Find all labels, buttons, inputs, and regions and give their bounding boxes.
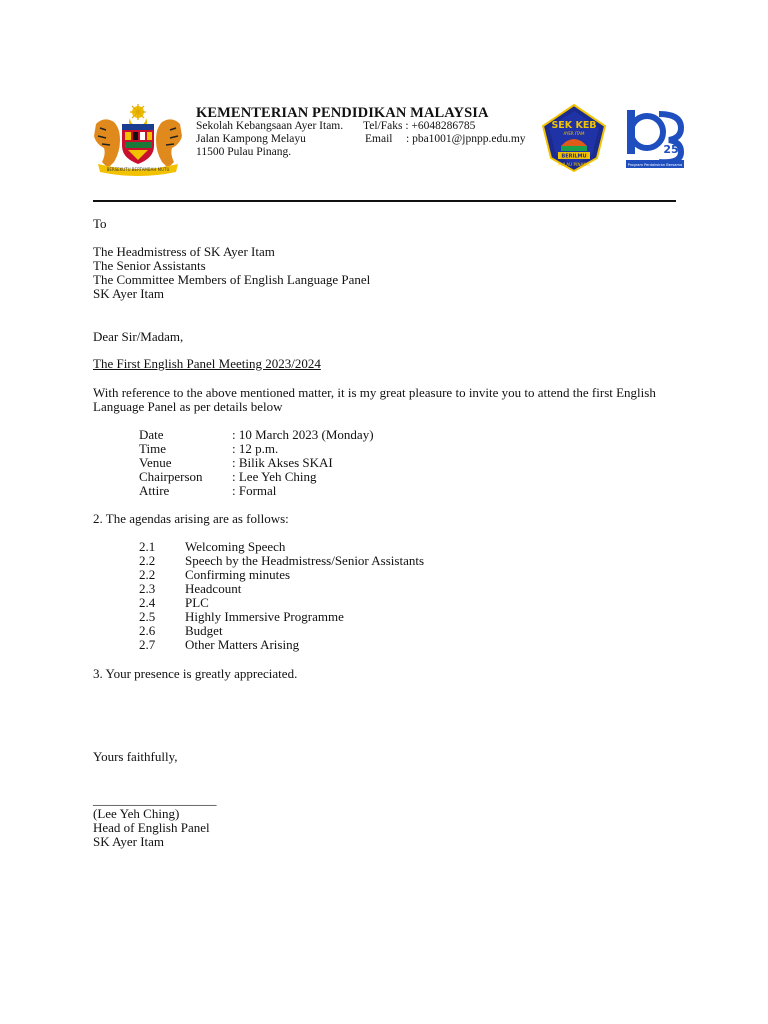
detail-label: Venue bbox=[139, 455, 172, 470]
salutation: Dear Sir/Madam, bbox=[93, 329, 184, 344]
detail-label: Chairperson bbox=[139, 469, 203, 484]
to-label: To bbox=[93, 216, 107, 231]
tel-fax: Tel/Faks : +6048286785 bbox=[363, 120, 476, 132]
intro-paragraph-line: With reference to the above mentioned matter, it is my great pleasure to invite you to attend the first English bbox=[93, 385, 656, 400]
email-label: Email bbox=[365, 133, 393, 145]
letter-subject: The First English Panel Meeting 2023/2024 bbox=[93, 356, 321, 371]
signer-organization: SK Ayer Itam bbox=[93, 834, 165, 849]
agenda-number: 2.1 bbox=[139, 539, 156, 554]
detail-label: Attire bbox=[139, 483, 170, 498]
agenda-number: 2.4 bbox=[139, 595, 156, 610]
agenda-intro: 2. The agendas arising are as follows: bbox=[93, 511, 289, 526]
detail-value: : 10 March 2023 (Monday) bbox=[232, 427, 374, 442]
agenda-item: Welcoming Speech bbox=[185, 539, 286, 554]
detail-value: : Formal bbox=[232, 483, 277, 498]
school-badge-logo bbox=[541, 104, 607, 172]
agenda-number: 2.2 bbox=[139, 553, 156, 568]
svg-text:SEK KEB: SEK KEB bbox=[551, 120, 597, 131]
school-name: Sekolah Kebangsaan Ayer Itam. bbox=[196, 120, 344, 132]
intro-paragraph-line: Language Panel as per details below bbox=[93, 399, 283, 414]
agenda-number: 2.3 bbox=[139, 581, 156, 596]
agenda-item: Highly Immersive Programme bbox=[185, 609, 344, 624]
signer-title: Head of English Panel bbox=[93, 820, 210, 835]
recipient-line: The Senior Assistants bbox=[93, 258, 206, 273]
detail-label: Date bbox=[139, 427, 164, 442]
svg-text:PULAU PINANG: PULAU PINANG bbox=[558, 162, 590, 167]
agenda-item: Speech by the Headmistress/Senior Assistants bbox=[185, 553, 425, 568]
svg-text:AYER ITAM: AYER ITAM bbox=[563, 131, 585, 136]
address-line-2: 11500 Pulau Pinang. bbox=[196, 146, 292, 158]
agenda-number: 2.2 bbox=[139, 567, 156, 582]
agenda-item: Budget bbox=[185, 623, 223, 638]
address-line-1: Jalan Kampong Melayu bbox=[196, 133, 306, 145]
email-value: : pba1001@jpnpp.edu.my bbox=[406, 133, 526, 145]
agenda-number: 2.7 bbox=[139, 637, 156, 652]
detail-value: : 12 p.m. bbox=[232, 441, 279, 456]
detail-value: : Bilik Akses SKAI bbox=[232, 455, 333, 470]
signer-name: (Lee Yeh Ching) bbox=[93, 806, 180, 821]
letterhead bbox=[0, 0, 768, 205]
closing-note: 3. Your presence is greatly appreciated. bbox=[93, 666, 298, 681]
ministry-title: KEMENTERIAN PENDIDIKAN MALAYSIA bbox=[196, 105, 489, 121]
svg-text:BERILMU: BERILMU bbox=[561, 153, 587, 160]
svg-text:25: 25 bbox=[663, 143, 679, 156]
agenda-item: PLC bbox=[185, 595, 209, 610]
recipient-line: The Committee Members of English Language Panel bbox=[93, 272, 371, 287]
agenda-item: Headcount bbox=[185, 581, 242, 596]
detail-label: Time bbox=[139, 441, 166, 456]
agenda-item: Confirming minutes bbox=[185, 567, 291, 582]
agenda-number: 2.6 bbox=[139, 623, 156, 638]
agenda-number: 2.5 bbox=[139, 609, 156, 624]
header-divider bbox=[93, 200, 676, 202]
svg-text:Program Pentaksiran Bersama: Program Pentaksiran Bersama bbox=[627, 163, 683, 167]
detail-value: : Lee Yeh Ching bbox=[232, 469, 317, 484]
signature-line: ___________________ bbox=[93, 792, 217, 807]
recipient-line: SK Ayer Itam bbox=[93, 286, 165, 301]
agenda-item: Other Matters Arising bbox=[185, 637, 300, 652]
program-logo bbox=[625, 106, 685, 170]
complimentary-close: Yours faithfully, bbox=[93, 749, 178, 764]
coat-of-arms-logo bbox=[92, 104, 184, 176]
svg-text:BERSEKUTU BERTAMBAH MUTU: BERSEKUTU BERTAMBAH MUTU bbox=[106, 167, 170, 172]
recipient-line: The Headmistress of SK Ayer Itam bbox=[93, 244, 275, 259]
